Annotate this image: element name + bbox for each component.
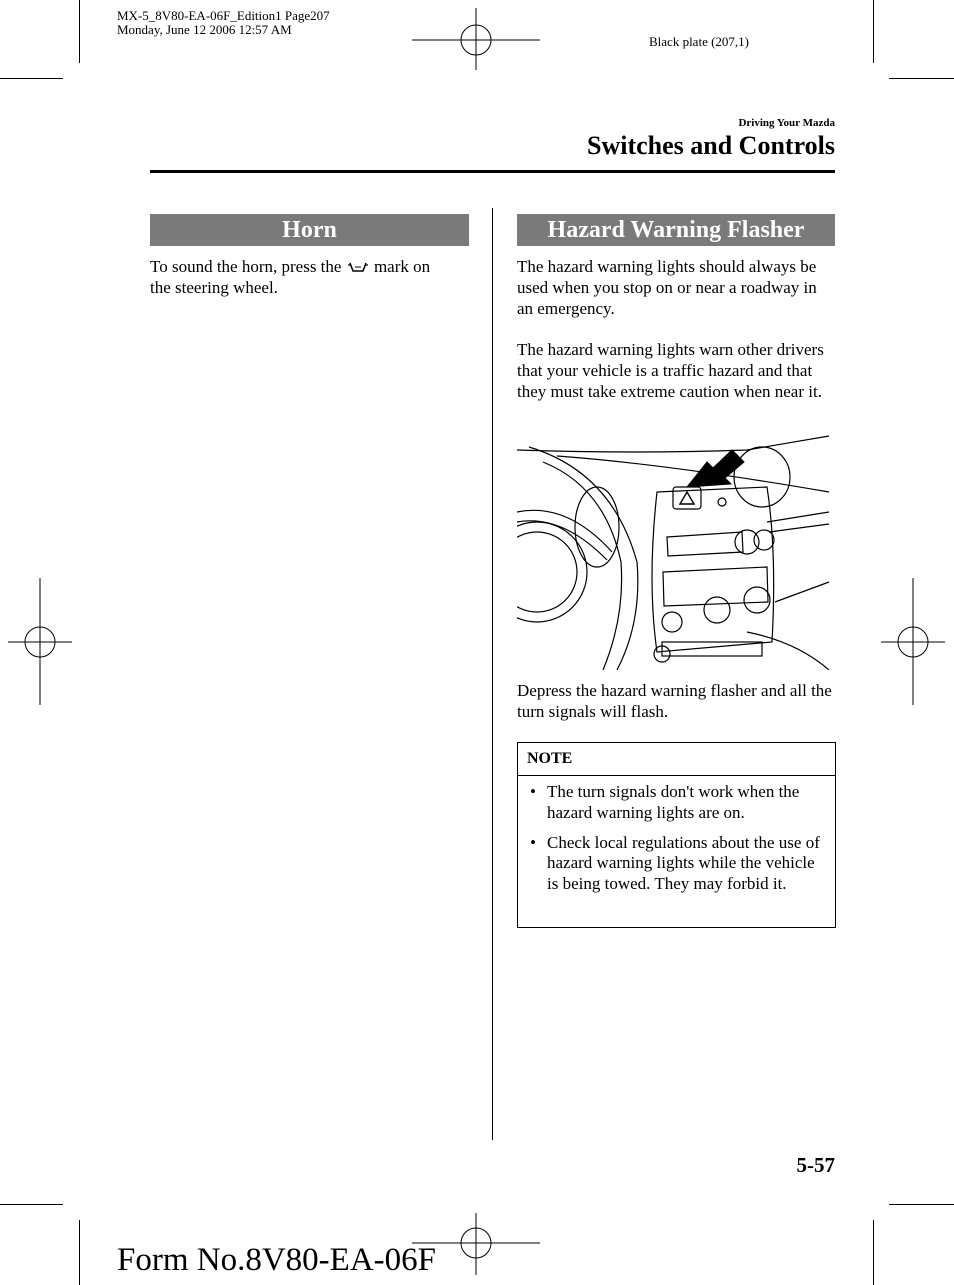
note-item: [528, 782, 827, 824]
bullet-icon: •: [530, 782, 536, 801]
note-item-text: Check local regulations about the use of hazard warning lights while the vehicle is being towed. They may forbid it.: [547, 832, 820, 894]
horn-heading: Horn: [150, 214, 469, 246]
print-info-line1: MX-5_8V80-EA-06F_Edition1 Page207: [117, 8, 330, 23]
horn-text-line2: the steering wheel.: [150, 277, 278, 297]
horn-text-part2: mark on: [373, 257, 431, 276]
hazard-para-3: Depress the hazard warning flasher and all the turn signals will flash.: [517, 681, 832, 721]
note-title: NOTE: [518, 743, 835, 776]
hazard-para-1: The hazard warning lights should always be used when you stop on or near a roadway in an emergency.: [517, 257, 817, 318]
dashboard-hazard-switch-illustration: [517, 432, 835, 670]
bullet-icon: •: [530, 832, 536, 852]
page-number: 5-57: [796, 1153, 835, 1177]
print-info-line2: Monday, June 12 2006 12:57 AM: [117, 22, 292, 37]
plate-info: Black plate (207,1): [649, 34, 749, 49]
section-name: Driving Your Mazda: [738, 117, 835, 129]
header-rule: [150, 170, 835, 173]
form-number: Form No.8V80-EA-06F: [117, 1242, 436, 1278]
print-info: [117, 9, 330, 37]
horn-text-part1: To sound the horn, press the: [150, 257, 342, 276]
hazard-para-2: The hazard warning lights warn other drivers that your vehicle is a traffic hazard and that they must take extreme caution when near it.: [517, 340, 824, 401]
note-box: [517, 742, 836, 928]
note-list: [518, 776, 835, 903]
note-item: [528, 833, 827, 895]
page-title: Switches and Controls: [586, 131, 835, 160]
column-divider: [492, 208, 493, 1140]
note-item-text: The turn signals don't work when the hazard warning lights are on.: [547, 782, 800, 822]
hazard-heading: Hazard Warning Flasher: [517, 214, 835, 246]
horn-icon: [346, 259, 370, 273]
horn-text: [150, 257, 470, 299]
